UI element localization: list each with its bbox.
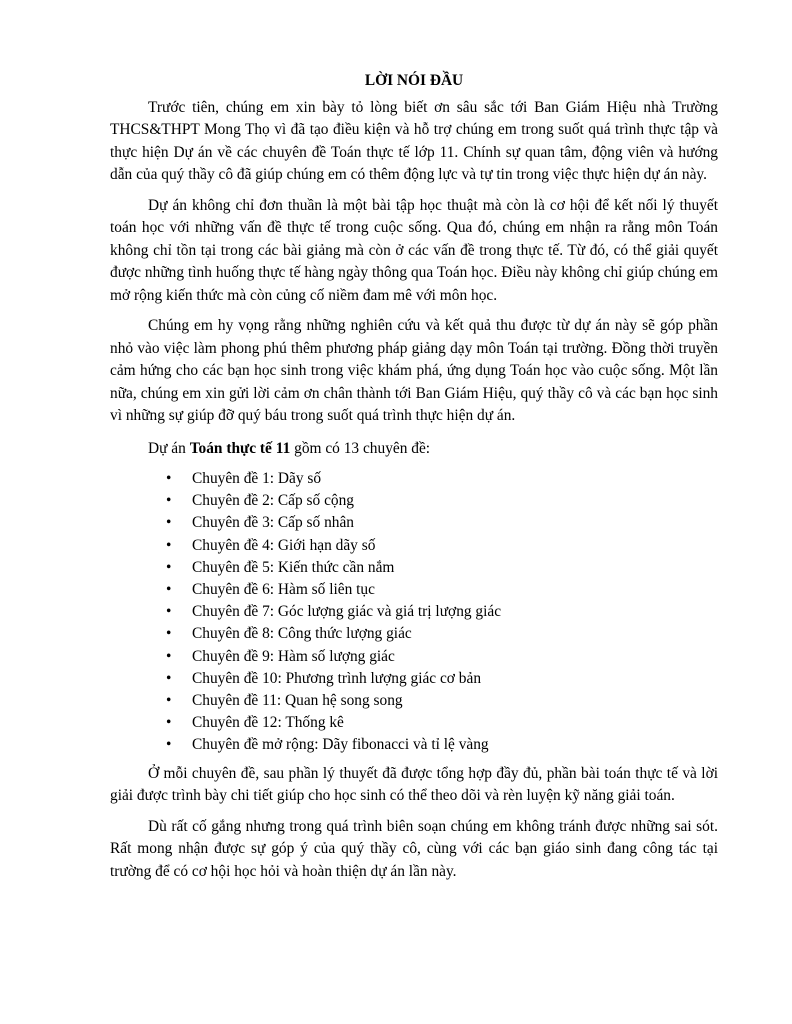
- list-item: • Chuyên đề 7: Góc lượng giác và giá trị lượng giác: [192, 601, 718, 623]
- topic-list: [110, 468, 718, 757]
- list-item: • Chuyên đề 3: Cấp số nhân: [192, 512, 718, 534]
- bullet-icon: •: [166, 558, 172, 576]
- list-item: • Chuyên đề 11: Quan hệ song song: [192, 690, 718, 712]
- paragraph-hopes: Chúng em hy vọng rằng những nghiên cứu và kết quả thu được từ dự án này sẽ góp phần nhỏ vào việc làm phong phú thêm phương pháp giảng dạy môn Toán tại trường. Đồng thời truyền cảm hứng cho các bạn học sinh trong việc khám phá, ứng dụng Toán học vào cuộc sống. Một lần nữa, chúng em xin gửi lời cảm ơn chân thành tới Ban Giám Hiệu, quý thầy cô và các bạn học sinh vì những sự giúp đỡ quý báu trong suốt quá trình thực hiện dự án.: [110, 317, 718, 424]
- bullet-icon: •: [166, 514, 172, 532]
- paragraph-gratitude: Trước tiên, chúng em xin bày tỏ lòng biết ơn sâu sắc tới Ban Giám Hiệu nhà Trường THCS&THPT Mong Thọ vì đã tạo điều kiện và hỗ trợ chúng em trong suốt quá trình thực tập và thực hiện Dự án về các chuyên đề Toán thực tế lớp 11. Chính sự quan tâm, động viên và hướng dẫn của quý thầy cô đã giúp chúng em có thêm động lực và tự tin trong việc thực hiện dự án này.: [110, 98, 718, 183]
- topics-intro: [110, 438, 718, 461]
- bullet-icon: •: [166, 647, 172, 665]
- topics-intro-prefix: Dự án: [148, 439, 190, 457]
- list-item: • Chuyên đề 4: Giới hạn dãy số: [192, 535, 718, 557]
- bullet-icon: •: [166, 625, 172, 643]
- list-item: • Chuyên đề 6: Hàm số liên tục: [192, 579, 718, 601]
- bullet-icon: •: [166, 603, 172, 621]
- bullet-icon: •: [166, 536, 172, 554]
- paragraph-topic-structure: Ở mỗi chuyên đề, sau phần lý thuyết đã được tổng hợp đầy đủ, phần bài toán thực tế và lời giải được trình bày chi tiết giúp cho học sinh có thể theo dõi và rèn luyện kỹ năng giải toán.: [110, 764, 718, 805]
- list-item: • Chuyên đề 9: Hàm số lượng giác: [192, 646, 718, 668]
- project-name: Toán thực tế 11: [189, 439, 291, 457]
- bullet-icon: •: [166, 581, 172, 599]
- list-item: • Chuyên đề 5: Kiến thức cần nắm: [192, 557, 718, 579]
- list-item: • Chuyên đề 10: Phương trình lượng giác cơ bản: [192, 668, 718, 690]
- topics-intro-suffix: gồm có 13 chuyên đề:: [290, 439, 431, 457]
- bullet-icon: •: [166, 736, 172, 754]
- list-item: • Chuyên đề 1: Dãy số: [192, 468, 718, 490]
- paragraph-feedback-request: Dù rất cố gắng nhưng trong quá trình biên soạn chúng em không tránh được những sai sót. Rất mong nhận được sự góp ý của quý thầy cô, cùng với các bạn giáo sinh đang công tác tại trường để có cơ hội học hỏi và hoàn thiện dự án lần này.: [110, 817, 718, 880]
- page-title: LỜI NÓI ĐẦU: [364, 72, 464, 89]
- bullet-icon: •: [166, 470, 172, 487]
- bullet-icon: •: [166, 692, 172, 710]
- list-item: • Chuyên đề 8: Công thức lượng giác: [192, 623, 718, 645]
- list-item: • Chuyên đề 2: Cấp số cộng: [192, 490, 718, 512]
- list-item: • Chuyên đề 12: Thống kê: [192, 712, 718, 734]
- bullet-icon: •: [166, 714, 172, 732]
- paragraph-project-purpose: Dự án không chỉ đơn thuần là một bài tập học thuật mà còn là cơ hội để kết nối lý thuyết toán học với những vấn đề thực tế trong cuộc sống. Qua đó, chúng em nhận ra rằng môn Toán không chỉ tồn tại trong các bài giảng mà còn ở các vấn đề trong thực tế. Từ đó, có thể giải quyết được những tình huống thực tế hàng ngày thông qua Toán học. Điều này không chỉ giúp chúng em mở rộng kiến thức mà còn củng cố niềm đam mê với môn học.: [110, 196, 718, 304]
- bullet-icon: •: [166, 669, 172, 687]
- document-page: [110, 70, 718, 891]
- bullet-icon: •: [166, 492, 172, 510]
- list-item: • Chuyên đề mở rộng: Dãy fibonacci và tỉ lệ vàng: [192, 734, 718, 756]
